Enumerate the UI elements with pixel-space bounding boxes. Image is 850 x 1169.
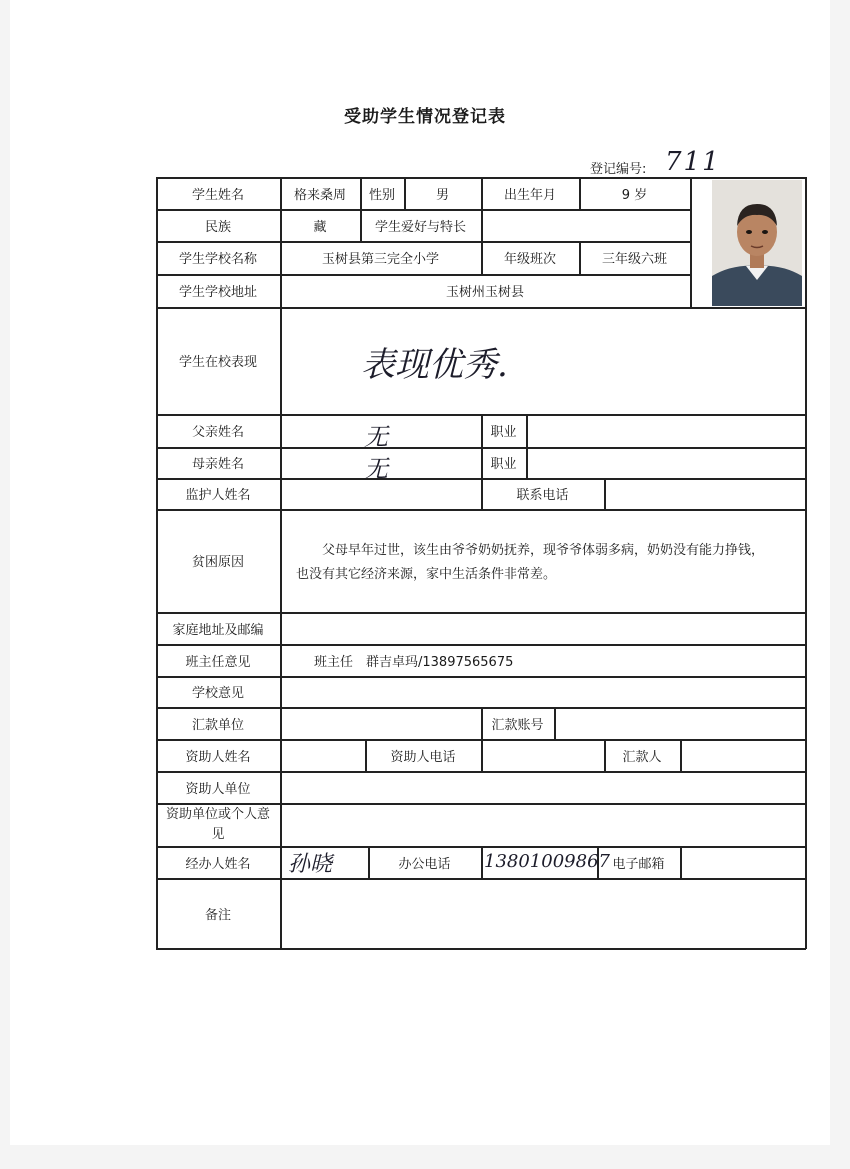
father-occupation-label: 职业 [490,425,517,440]
guardian-name-label: 监护人姓名 [185,488,251,503]
handler-name-label: 经办人姓名 [185,856,251,872]
teacher-opinion-label: 班主任意见 [185,654,251,670]
performance-value: 表现优秀. [361,345,508,385]
registration-form-table [156,177,806,949]
sponsor-phone-label: 资助人电话 [390,749,456,765]
ethnicity-value: 藏 [313,219,327,235]
mother-name-value: 无 [364,455,388,483]
gender-value: 男 [435,187,449,203]
office-phone-value: 13801009867 [484,851,610,872]
registration-number-label: 登记编号: [590,162,647,177]
remit-account-label: 汇款账号 [491,717,544,733]
gender-label: 性别 [368,187,395,203]
table-border-bottom [156,948,806,950]
hobby-value[interactable] [481,209,690,241]
school-opinion-label: 学校意见 [191,686,244,701]
mother-name-label: 母亲姓名 [191,457,244,472]
father-name-label: 父亲姓名 [191,425,244,440]
cell-divider [481,739,483,771]
teacher-opinion-value: 班主任 群吉卓玛/13897565675 [314,654,514,670]
student-name-value: 格来桑周 [293,187,346,203]
ethnicity-label: 民族 [204,219,231,235]
cell-divider [680,846,682,878]
mother-occupation-label: 职业 [490,457,517,472]
poverty-reason-label: 贫困原因 [191,555,244,570]
hobby-label: 学生爱好与特长 [374,219,466,235]
poverty-reason-text: 父母早年过世，该生由爷爷奶奶抚养，现爷爷体弱多病，奶奶没有能力挣钱，也没有其它经济来源，家中生活条件非常差。 [296,543,765,582]
school-address-label: 学生学校地址 [178,285,257,300]
school-name-value: 玉树县第三完全小学 [321,252,439,267]
cell-divider [481,846,483,878]
performance-label: 学生在校表现 [178,355,257,370]
student-portrait-icon [712,180,802,306]
remit-unit-label: 汇款单位 [191,717,244,733]
birth-label: 出生年月 [503,187,556,203]
sponsor-name-label: 资助人姓名 [185,749,251,765]
grade-label: 年级班次 [503,252,556,267]
grade-value: 三年级六班 [601,252,667,267]
home-address-label: 家庭地址及邮编 [172,622,264,638]
cell-divider [526,414,528,478]
email-label: 电子邮箱 [612,856,665,872]
father-name-value: 无 [364,423,388,451]
birth-value: 9 岁 [621,187,648,203]
sponsor-opinion-label: 资助单位或个人意见 [165,806,270,842]
table-border-right [805,177,807,949]
office-phone-label: 办公电话 [398,856,451,872]
cell-divider [554,707,556,739]
form-title: 受助学生情况登记表 [344,107,506,127]
student-photo [712,180,802,306]
registration-number-value: 711 [665,147,721,177]
handler-name-value: 孙晓 [288,852,333,877]
remarks-label: 备注 [204,907,231,923]
remitter-label: 汇款人 [622,749,662,765]
cell-divider [680,739,682,771]
contact-phone-label: 联系电话 [516,488,569,503]
cell-divider [604,478,606,509]
student-name-label: 学生姓名 [191,187,244,203]
school-name-label: 学生学校名称 [178,252,257,267]
school-address-value: 玉树州玉树县 [445,285,524,300]
sponsor-unit-label: 资助人单位 [185,781,251,797]
